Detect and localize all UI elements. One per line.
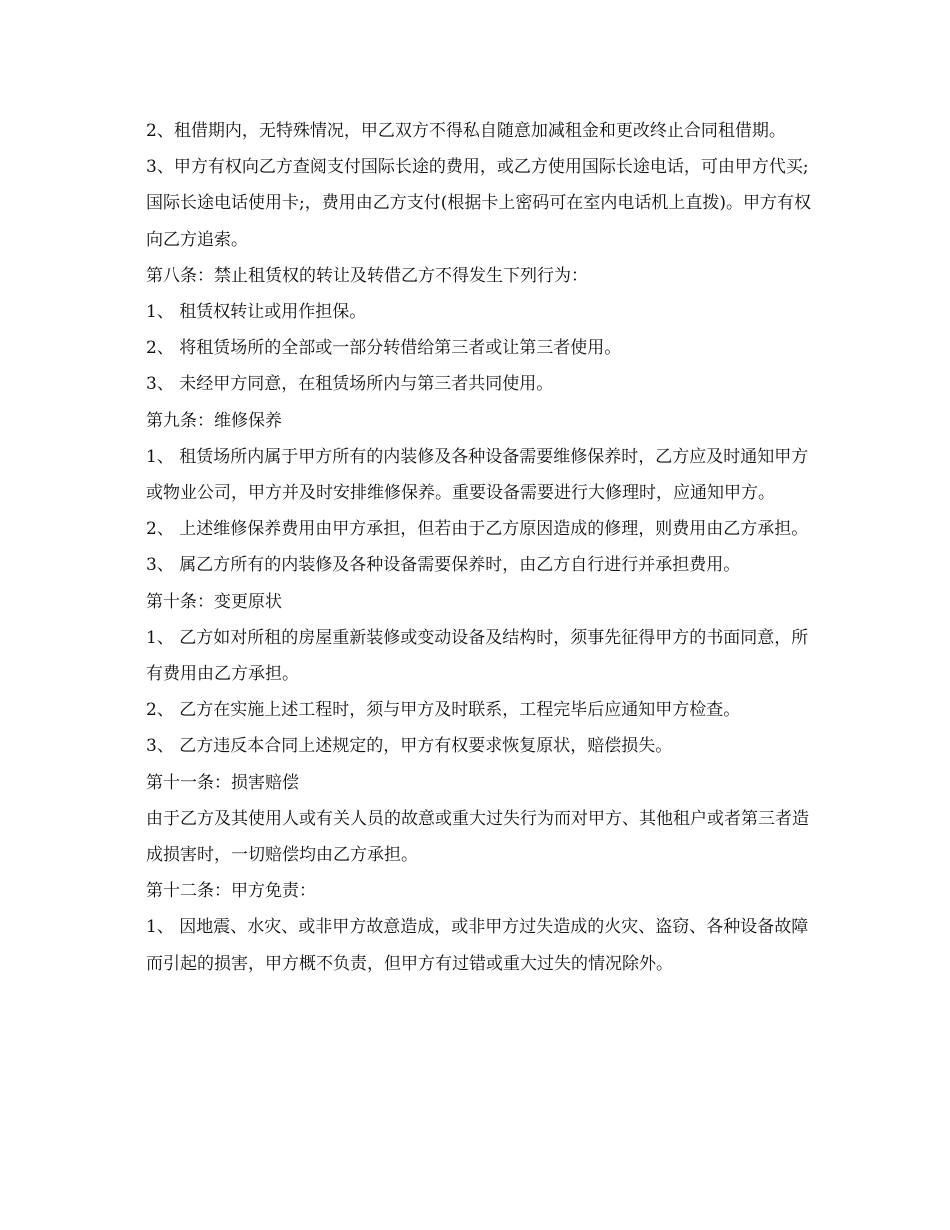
clause-paragraph: 3、甲方有权向乙方查阅支付国际长途的费用，或乙方使用国际长途电话，可由甲方代买;国际长途电话使用卡;，费用由乙方支付(根据卡上密码可在室内电话机上直拨)。甲方有权向乙方追索。	[146, 157, 811, 250]
section-heading: 第八条：禁止租赁权的转让及转借乙方不得发生下列行为：	[146, 265, 588, 286]
clause-paragraph: 1、 租赁权转让或用作担保。	[146, 302, 367, 323]
section-heading: 第十条：变更原状	[146, 591, 282, 612]
clause-paragraph: 2、 乙方在实施上述工程时，须与甲方及时联系，工程完毕后应通知甲方检查。	[146, 700, 741, 721]
clause-paragraph: 由于乙方及其使用人或有关人员的故意或重大过失行为而对甲方、其他租户或者第三者造成损害时，一切赔偿均由乙方承担。	[146, 808, 809, 866]
clause-paragraph: 2、租借期内，无特殊情况，甲乙双方不得私自随意加减租金和更改终止合同租借期。	[146, 121, 786, 141]
clause-paragraph: 3、 乙方违反本合同上述规定的，甲方有权要求恢复原状，赔偿损失。	[146, 736, 673, 757]
clause-paragraph: 2、 将租赁场所的全部或一部分转借给第三者或让第三者使用。	[146, 338, 622, 359]
clause-paragraph: 3、 未经甲方同意，在租赁场所内与第三者共同使用。	[146, 374, 554, 395]
section-heading: 第十一条：损害赔偿	[146, 772, 299, 793]
clause-paragraph: 1、 乙方如对所租的房屋重新装修或变动设备及结构时，须事先征得甲方的书面同意，所有费用由乙方承担。	[146, 627, 809, 685]
clause-paragraph: 1、 因地震、水灾、或非甲方故意造成，或非甲方过失造成的火灾、盗窃、各种设备故障而引起的损害，甲方概不负责，但甲方有过错或重大过失的情况除外。	[146, 917, 809, 974]
document-page	[146, 113, 812, 982]
clause-paragraph: 3、 属乙方所有的内装修及各种设备需要保养时，由乙方自行进行并承担费用。	[146, 555, 741, 576]
section-heading: 第十二条：甲方免责：	[146, 881, 316, 902]
section-heading: 第九条：维修保养	[146, 410, 282, 431]
clause-paragraph: 1、 租赁场所内属于甲方所有的内装修及各种设备需要维修保养时，乙方应及时通知甲方或物业公司，甲方并及时安排维修保养。重要设备需要进行大修理时，应通知甲方。	[146, 446, 809, 504]
clause-paragraph: 2、 上述维修保养费用由甲方承担，但若由于乙方原因造成的修理，则费用由乙方承担。	[146, 519, 809, 540]
